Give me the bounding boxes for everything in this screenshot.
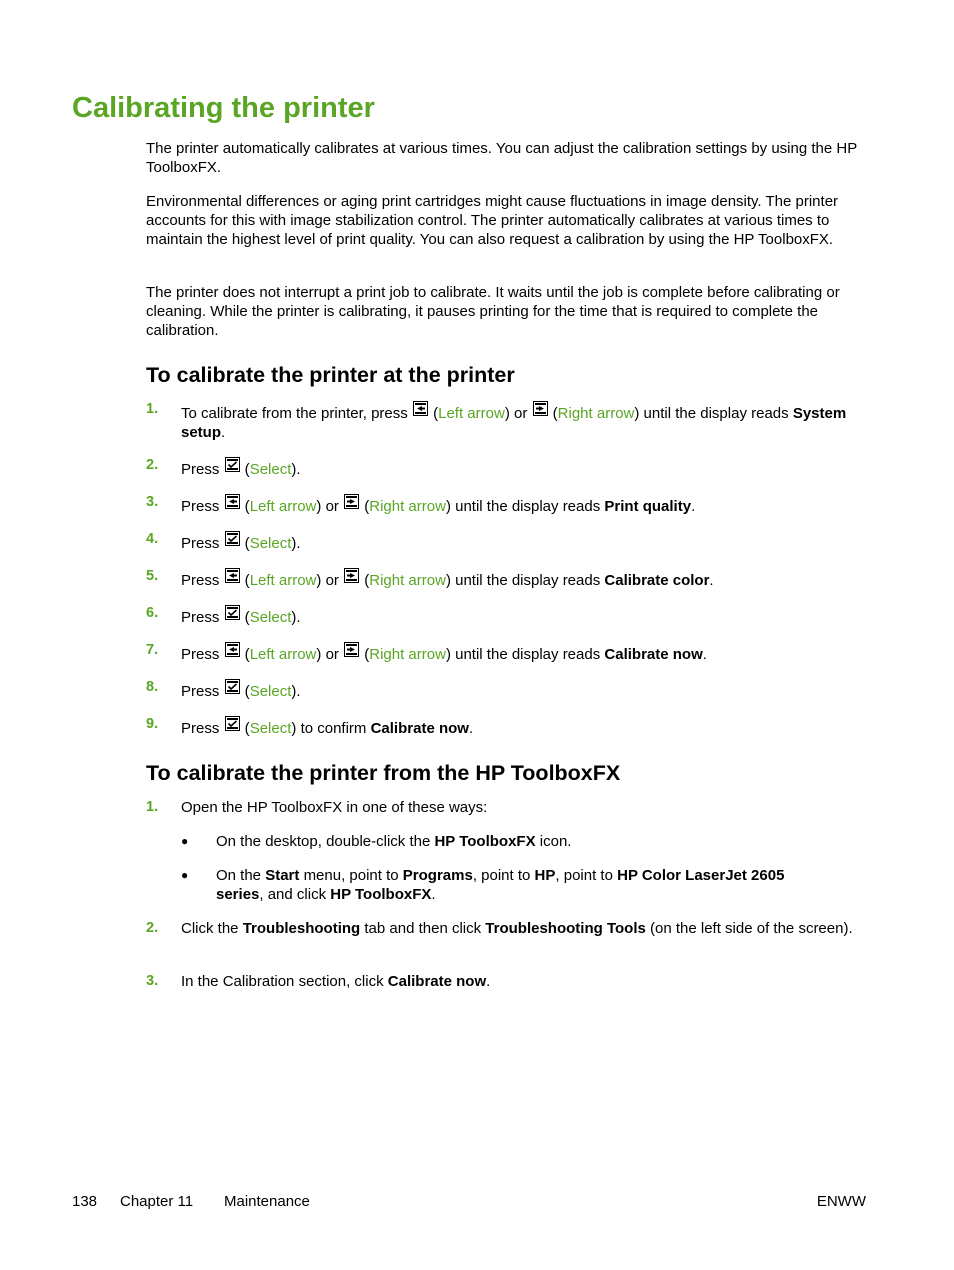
select-icon	[225, 457, 240, 472]
intro-paragraph: The printer does not interrupt a print job to calibrate. It waits until the job is complete before calibrating or cleaning. While the printer is calibrating, it pauses printing for the time that is required to complete the calibration.	[146, 284, 840, 339]
left-arrow-label: Left arrow	[249, 498, 317, 515]
select-icon	[225, 679, 240, 694]
step-number: 7.	[146, 642, 159, 658]
section-heading-toolboxfx: To calibrate the printer from the HP ToolboxFX	[146, 761, 621, 785]
right-arrow-label: Right arrow	[557, 405, 635, 422]
right-arrow-icon	[344, 642, 359, 657]
chapter-title: Maintenance	[224, 1193, 310, 1210]
step-number: 8.	[146, 679, 159, 695]
bullet-icon: ●	[181, 868, 189, 882]
left-arrow-icon	[413, 401, 428, 416]
left-arrow-label: Left arrow	[249, 572, 317, 589]
left-arrow-icon	[225, 642, 240, 657]
step-number: 2.	[146, 457, 159, 473]
step-number: 4.	[146, 531, 159, 547]
right-arrow-label: Right arrow	[369, 498, 446, 515]
page-title: Calibrating the printer	[72, 92, 375, 124]
intro-paragraph: Environmental differences or aging print cartridges might cause fluctuations in image density. The printer accounts for this with image stabilization control. The printer automatically calibrates at various times to maintain the highest level of print quality. You can also request a calibration by using the HP ToolboxFX.	[146, 193, 839, 248]
display-target: Print quality	[604, 498, 692, 515]
display-target: System setup	[181, 405, 847, 441]
right-arrow-icon	[533, 401, 548, 416]
select-label: Select	[249, 461, 292, 478]
section-heading-printer: To calibrate the printer at the printer	[146, 363, 515, 387]
right-arrow-label: Right arrow	[369, 572, 446, 589]
select-icon	[225, 605, 240, 620]
left-arrow-icon	[225, 494, 240, 509]
select-label: Select	[249, 609, 292, 626]
footer-code: ENWW	[816, 1193, 866, 1210]
step-number: 6.	[146, 605, 159, 621]
page-number: 138	[72, 1193, 98, 1210]
select-label: Select	[249, 535, 292, 552]
left-arrow-label: Left arrow	[249, 646, 317, 663]
right-arrow-icon	[344, 494, 359, 509]
right-arrow-icon	[344, 568, 359, 583]
select-icon	[225, 716, 240, 731]
step-number: 3.	[146, 494, 159, 510]
intro-paragraph: The printer automatically calibrates at various times. You can adjust the calibration settings by using the HP ToolboxFX.	[146, 140, 857, 176]
select-icon	[225, 531, 240, 546]
select-label: Select	[249, 683, 292, 700]
step-number: 5.	[146, 568, 159, 584]
bullet-icon: ●	[181, 834, 189, 848]
select-label: Select	[249, 720, 292, 737]
step-number: 1.	[146, 799, 159, 815]
left-arrow-icon	[225, 568, 240, 583]
display-target: Calibrate now	[604, 646, 703, 663]
step-number: 2.	[146, 920, 159, 936]
right-arrow-label: Right arrow	[369, 646, 446, 663]
step-number: 1.	[146, 401, 159, 417]
step-number: 3.	[146, 973, 159, 989]
chapter-label: Chapter 11	[120, 1193, 194, 1210]
display-target: Calibrate now	[370, 720, 469, 737]
left-arrow-label: Left arrow	[438, 405, 505, 422]
display-target: Calibrate color	[604, 572, 710, 589]
step-number: 9.	[146, 716, 159, 732]
